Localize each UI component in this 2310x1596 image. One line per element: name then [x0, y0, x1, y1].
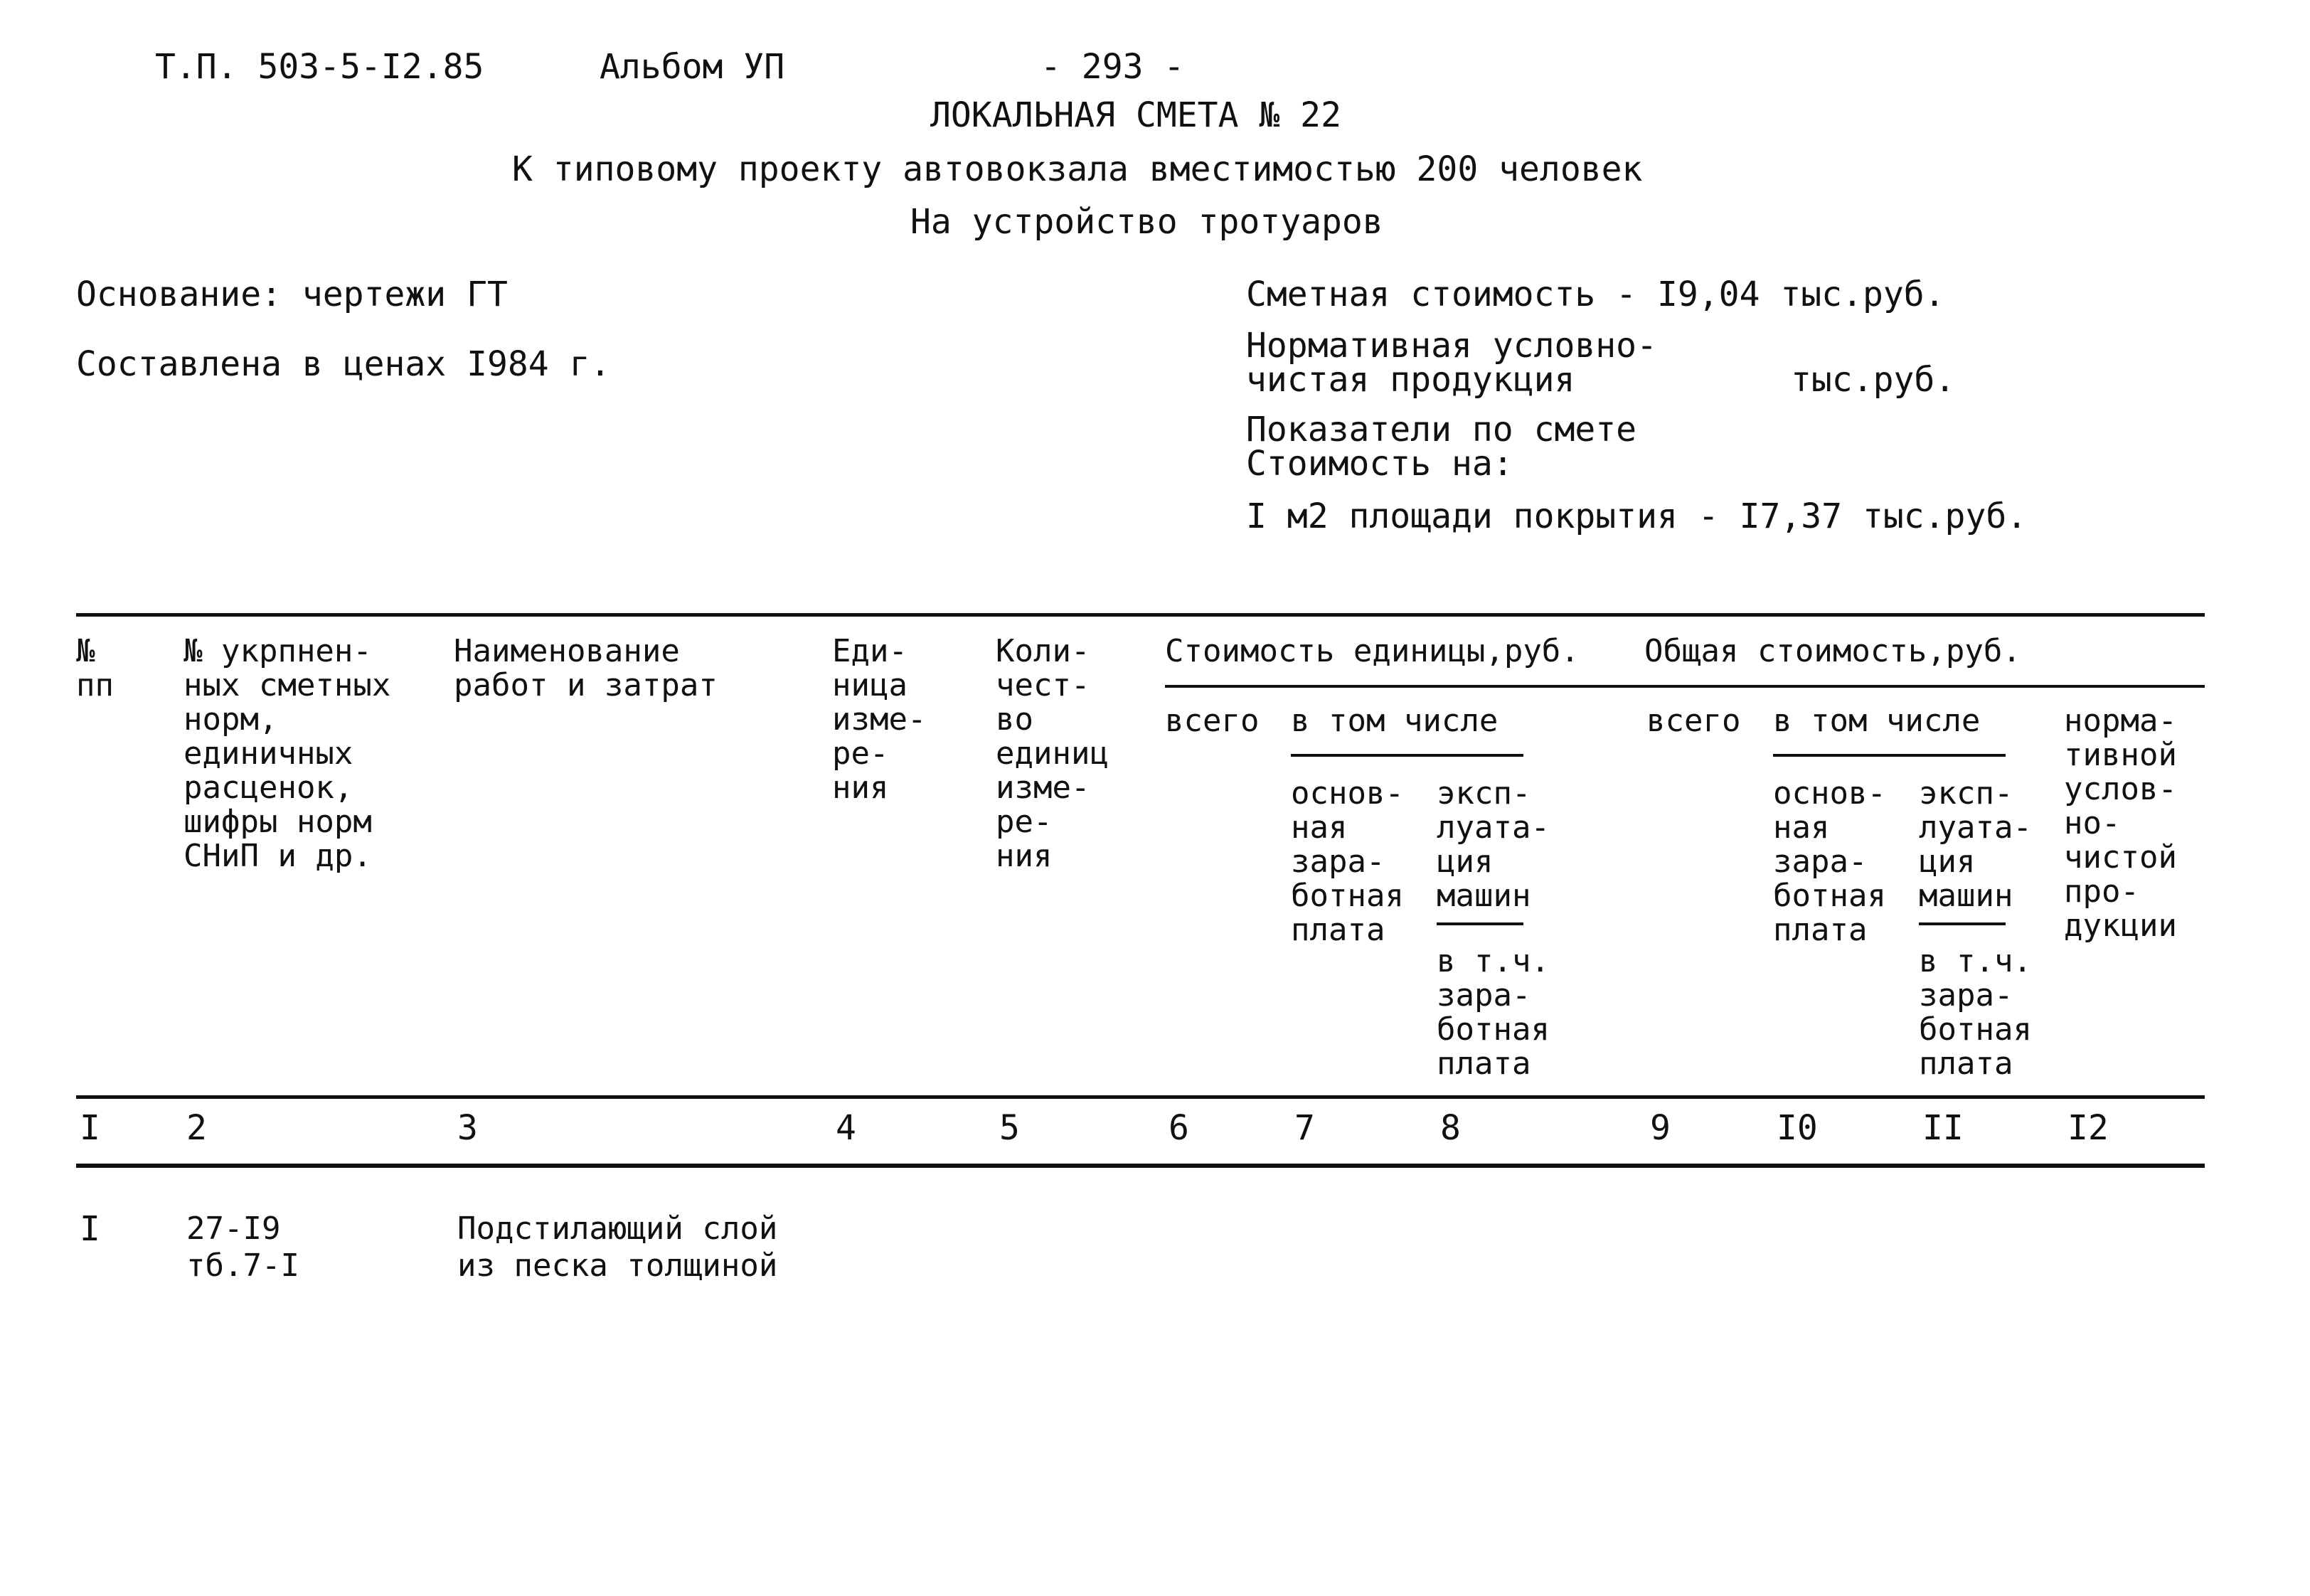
document-code: Т.П. 503-5-I2.85	[155, 47, 484, 87]
normative-unit: тыс.руб.	[1791, 360, 1956, 400]
column-number: 3	[457, 1108, 478, 1148]
total-machine-wage-header: в т.ч. зара- ботная плата	[1919, 943, 2032, 1082]
column-number: I0	[1777, 1108, 1818, 1148]
unit-total-header: всего	[1165, 703, 1260, 739]
row-number: I	[80, 1209, 100, 1249]
col-header-unit: Еди- ница изме- ре- ния	[832, 633, 927, 806]
group-header-total-cost: Общая стоимость,руб.	[1644, 633, 2021, 669]
unit-including-rule	[1291, 754, 1523, 757]
page-number: - 293 -	[1040, 47, 1185, 87]
total-including-header: в том числе	[1773, 703, 1981, 739]
row-work-name: Подстилающий слой из песка толщиной	[457, 1211, 778, 1284]
document-purpose: На устройство тротуаров	[910, 202, 1383, 242]
column-number: 7	[1294, 1108, 1315, 1148]
cost-per-m2: I м2 площади покрытия - I7,37 тыс.руб.	[1246, 496, 2028, 536]
numbers-bottom-rule	[76, 1164, 2205, 1168]
document-subtitle: К типовому проекту автовокзала вместимостью 200 человек	[512, 149, 1643, 189]
header-bottom-rule	[76, 1095, 2205, 1099]
estimated-cost: Сметная стоимость - I9,04 тыс.руб.	[1246, 275, 1945, 314]
unit-machine-wage-header: в т.ч. зара- ботная плата	[1437, 943, 1550, 1082]
column-number: 6	[1169, 1108, 1189, 1148]
group-header-rule	[1165, 685, 2205, 688]
col-header-work-name: Наименование работ и затрат	[454, 633, 718, 703]
column-number: 5	[999, 1108, 1020, 1148]
normative-label-line2: чистая продукция	[1246, 360, 1575, 400]
column-number: I	[80, 1108, 100, 1148]
column-number: 9	[1650, 1108, 1671, 1148]
cost-per-label: Стоимость на:	[1246, 444, 1513, 484]
column-number: I2	[2067, 1108, 2109, 1148]
indicators-label: Показатели по смете	[1246, 410, 1637, 449]
document-title: ЛОКАЛЬНАЯ СМЕТА № 22	[930, 95, 1341, 135]
total-machines-header: эксп- луата- ция машин	[1919, 775, 2032, 914]
album-label: Альбом УП	[600, 47, 785, 87]
total-total-header: всего	[1646, 703, 1741, 739]
col-header-quantity: Коли- чест- во единиц изме- ре- ния	[996, 633, 1109, 874]
normative-product-header: норма- тивной услов- но- чистой про- дукции	[2064, 703, 2177, 944]
column-number: 2	[186, 1108, 207, 1148]
row-norm-code: 27-I9 тб.7-I	[186, 1211, 299, 1284]
column-number: 4	[836, 1108, 856, 1148]
total-base-wage-header: основ- ная зара- ботная плата	[1773, 775, 1886, 948]
table-top-rule	[76, 613, 2205, 617]
total-machines-rule	[1919, 922, 2006, 925]
unit-machines-header: эксп- луата- ция машин	[1437, 775, 1550, 914]
prices-text: Составлена в ценах I984 г.	[76, 344, 611, 384]
unit-including-header: в том числе	[1291, 703, 1499, 739]
column-number: 8	[1440, 1108, 1461, 1148]
basis-text: Основание: чертежи ГТ	[76, 275, 508, 314]
normative-label-line1: Нормативная условно-	[1246, 326, 1657, 366]
column-number: II	[1922, 1108, 1964, 1148]
unit-machines-rule	[1437, 922, 1523, 925]
col-header-norm-code: № укрпнен- ных сметных норм, единичных расценок, шифры норм СНиП и др.	[183, 633, 391, 874]
col-header-number: № пп	[76, 633, 114, 703]
total-including-rule	[1773, 754, 2006, 757]
unit-base-wage-header: основ- ная зара- ботная плата	[1291, 775, 1404, 948]
group-header-unit-cost: Стоимость единицы,руб.	[1165, 633, 1580, 669]
